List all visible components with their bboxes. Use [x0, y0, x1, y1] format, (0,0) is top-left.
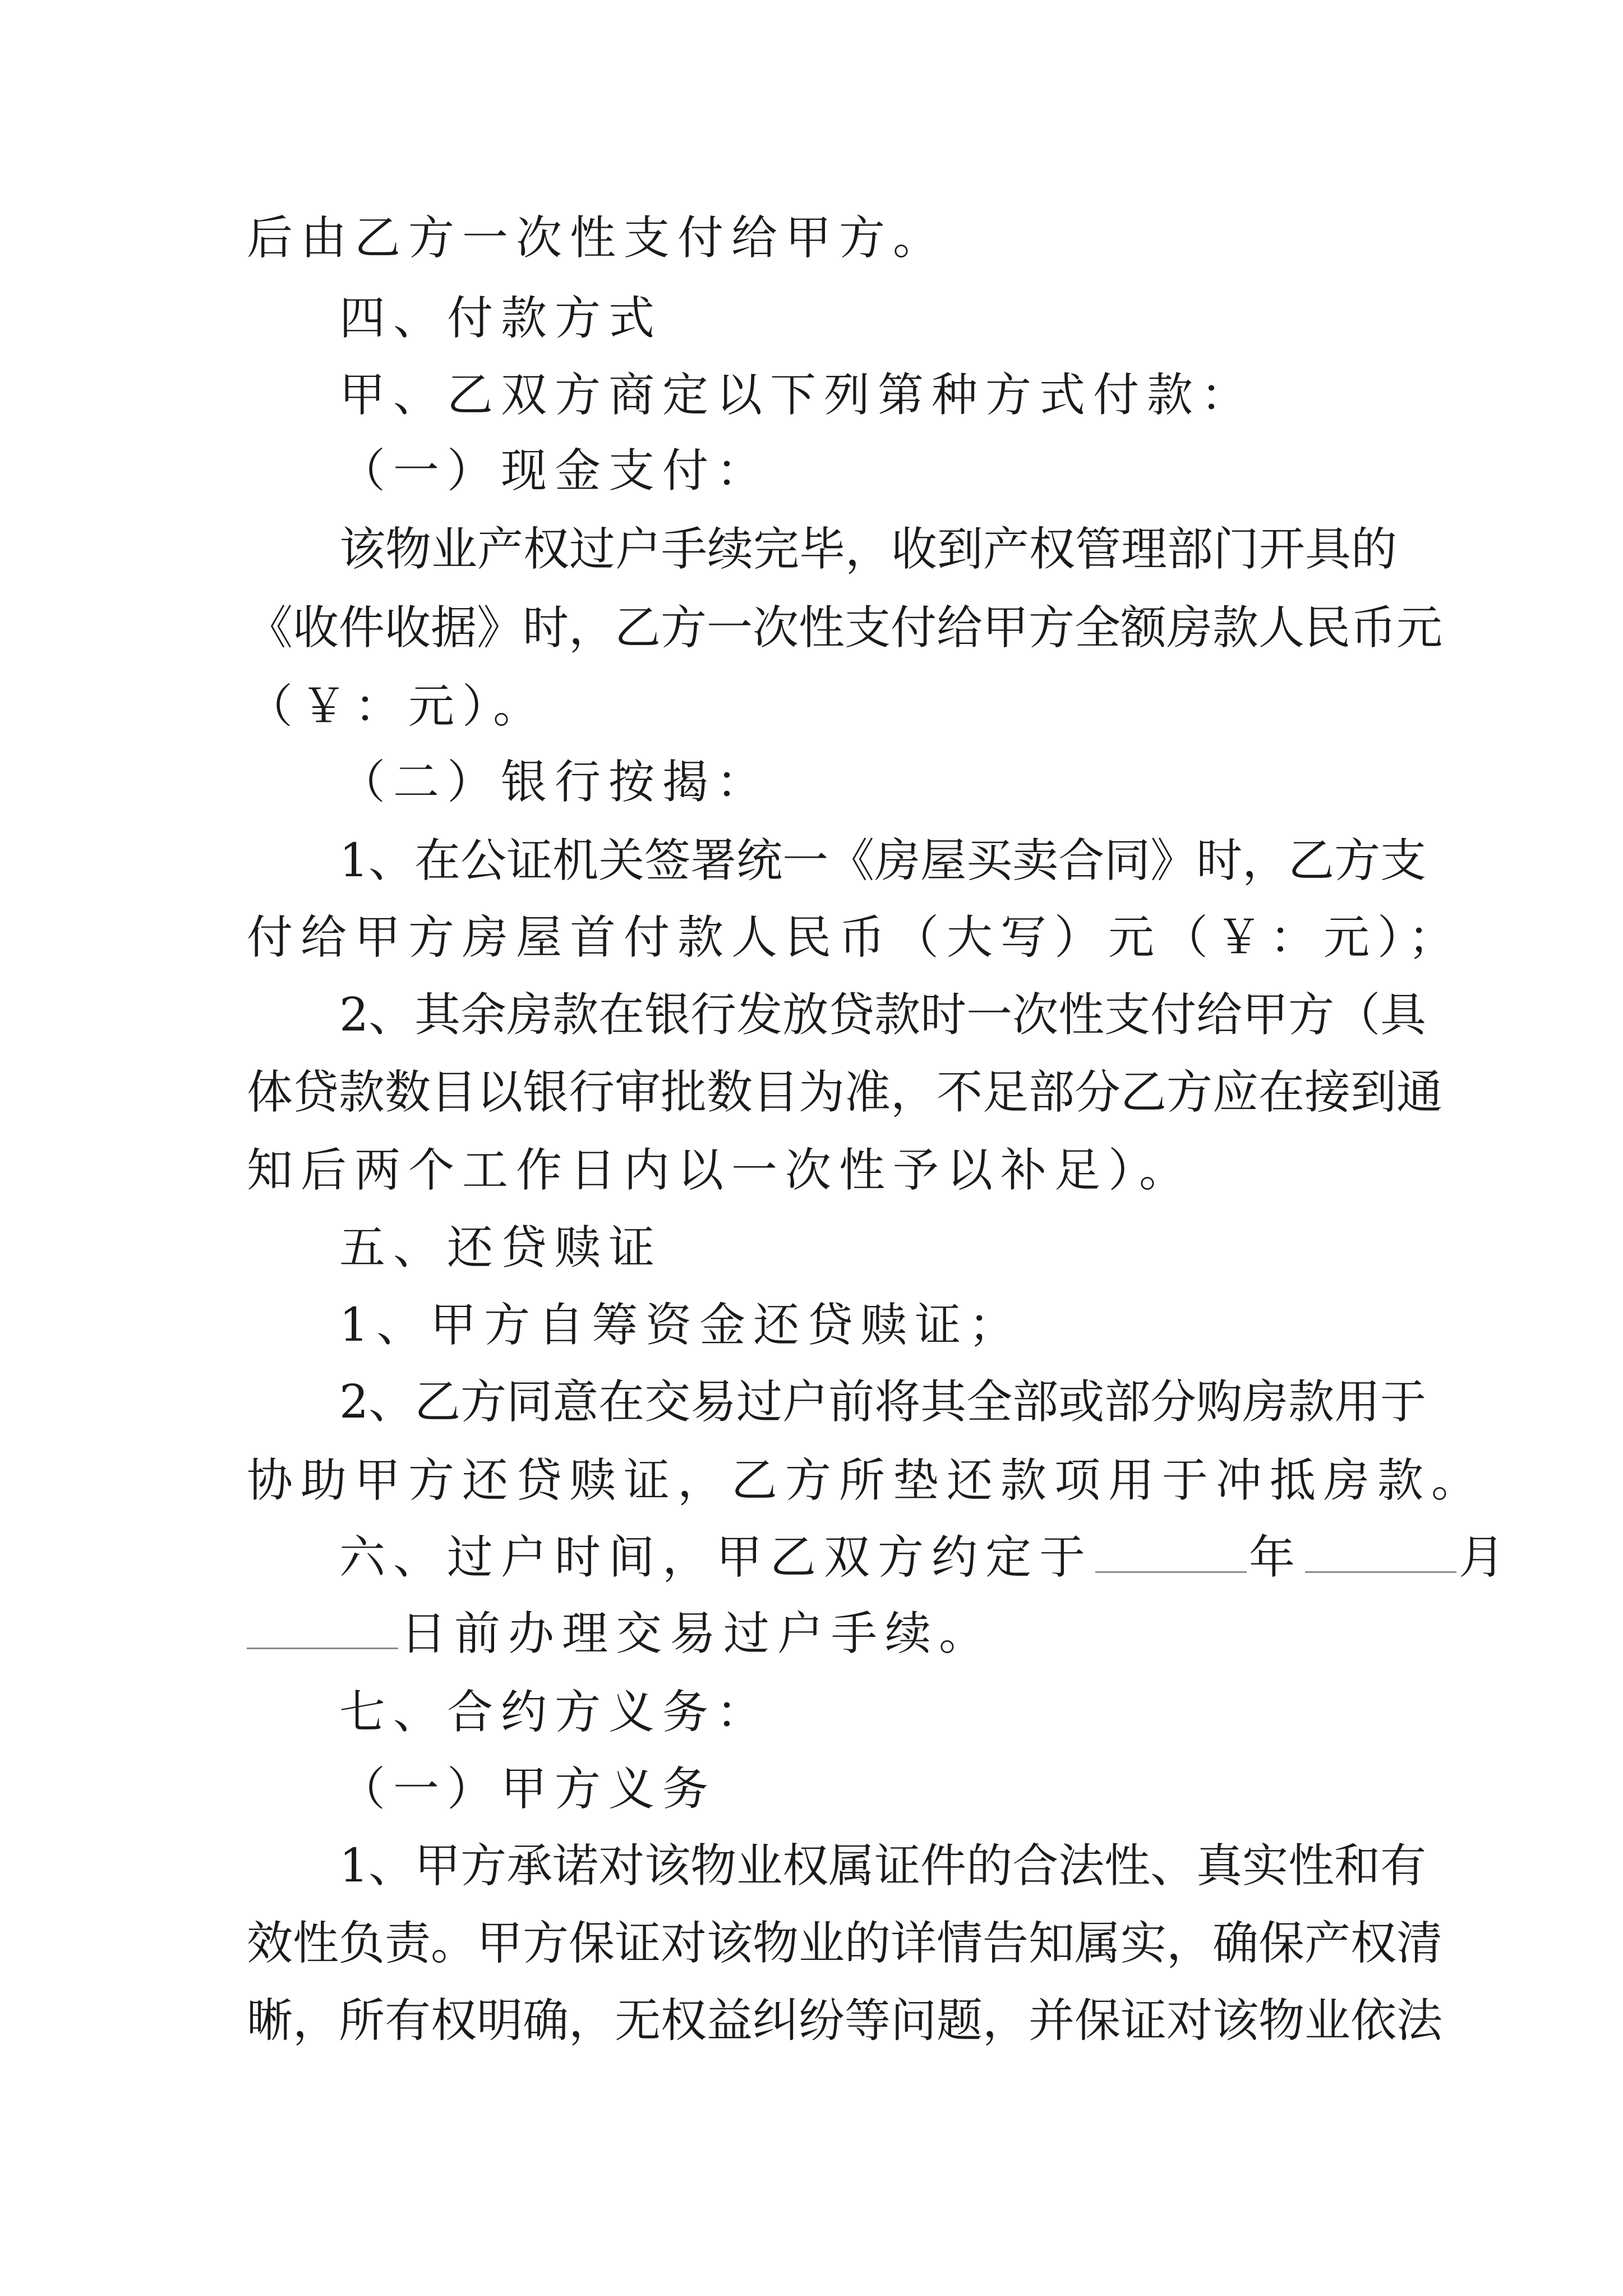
subsection-heading-mortgage: （二）银行按揭：: [339, 756, 771, 809]
transfer-time-line: [339, 1530, 1513, 1586]
month-blank[interactable]: [1305, 1532, 1456, 1573]
paragraph-line: 2、乙方同意在交易过户前将其全部或部分购房款用于: [339, 1375, 1427, 1429]
paragraph-line: 协助甲方还贷赎证，乙方所垫还款项用于冲抵房款。: [247, 1454, 1486, 1507]
subsection-heading-cash: （一）现金支付：: [339, 444, 771, 498]
paragraph-line: 2、其余房款在银行发放贷款时一次性支付给甲方（具: [339, 988, 1427, 1042]
month-label: 月: [1459, 1531, 1513, 1584]
transfer-prefix: 六、过户时间，甲乙双方约定于: [339, 1531, 1094, 1584]
paragraph-line: （￥：元）。: [247, 680, 547, 733]
subsection-heading-party-a: （一）甲方义务: [339, 1763, 717, 1816]
paragraph-line: 体贷款数目以银行审批数目为准，不足部分乙方应在接到通: [247, 1066, 1443, 1119]
paragraph-line: 1、甲方承诺对该物业权属证件的合法性、真实性和有: [339, 1839, 1427, 1893]
year-blank[interactable]: [1095, 1532, 1247, 1573]
paragraph-line: 1、在公证机关签署统一《房屋买卖合同》时，乙方支: [339, 834, 1427, 887]
paragraph-line: 晰，所有权明确，无权益纠纷等问题，并保证对该物业依法: [247, 1994, 1443, 2047]
section-heading-payment: 四、付款方式: [339, 292, 663, 345]
paragraph-line: 知后两个工作日内以一次性予以补足）。: [247, 1144, 1193, 1197]
day-blank[interactable]: [247, 1608, 398, 1649]
paragraph-line: 付给甲方房屋首付款人民币（大写）元（￥：元）；: [247, 911, 1463, 964]
transfer-suffix: 日前办理交易过户手续。: [400, 1607, 993, 1660]
year-label: 年: [1249, 1531, 1303, 1584]
transfer-time-line-2: [247, 1606, 993, 1662]
paragraph-line: 效性负责。甲方保证对该物业的详情告知属实，确保产权清: [247, 1917, 1443, 1970]
paragraph-line: 甲、乙双方商定以下列第种方式付款：: [339, 369, 1255, 422]
section-heading-loan: 五、还贷赎证: [339, 1221, 663, 1274]
paragraph-line: 该物业产权过户手续完毕，收到产权管理部门开具的: [339, 523, 1398, 576]
section-heading-obligations: 七、合约方义务：: [339, 1686, 771, 1739]
paragraph-line: 后由乙方一次性支付给甲方。: [247, 211, 947, 265]
paragraph-line: 1、甲方自筹资金还贷赎证；: [339, 1299, 1023, 1352]
paragraph-line: 《收件收据》时，乙方一次性支付给甲方全额房款人民币元: [247, 601, 1443, 655]
